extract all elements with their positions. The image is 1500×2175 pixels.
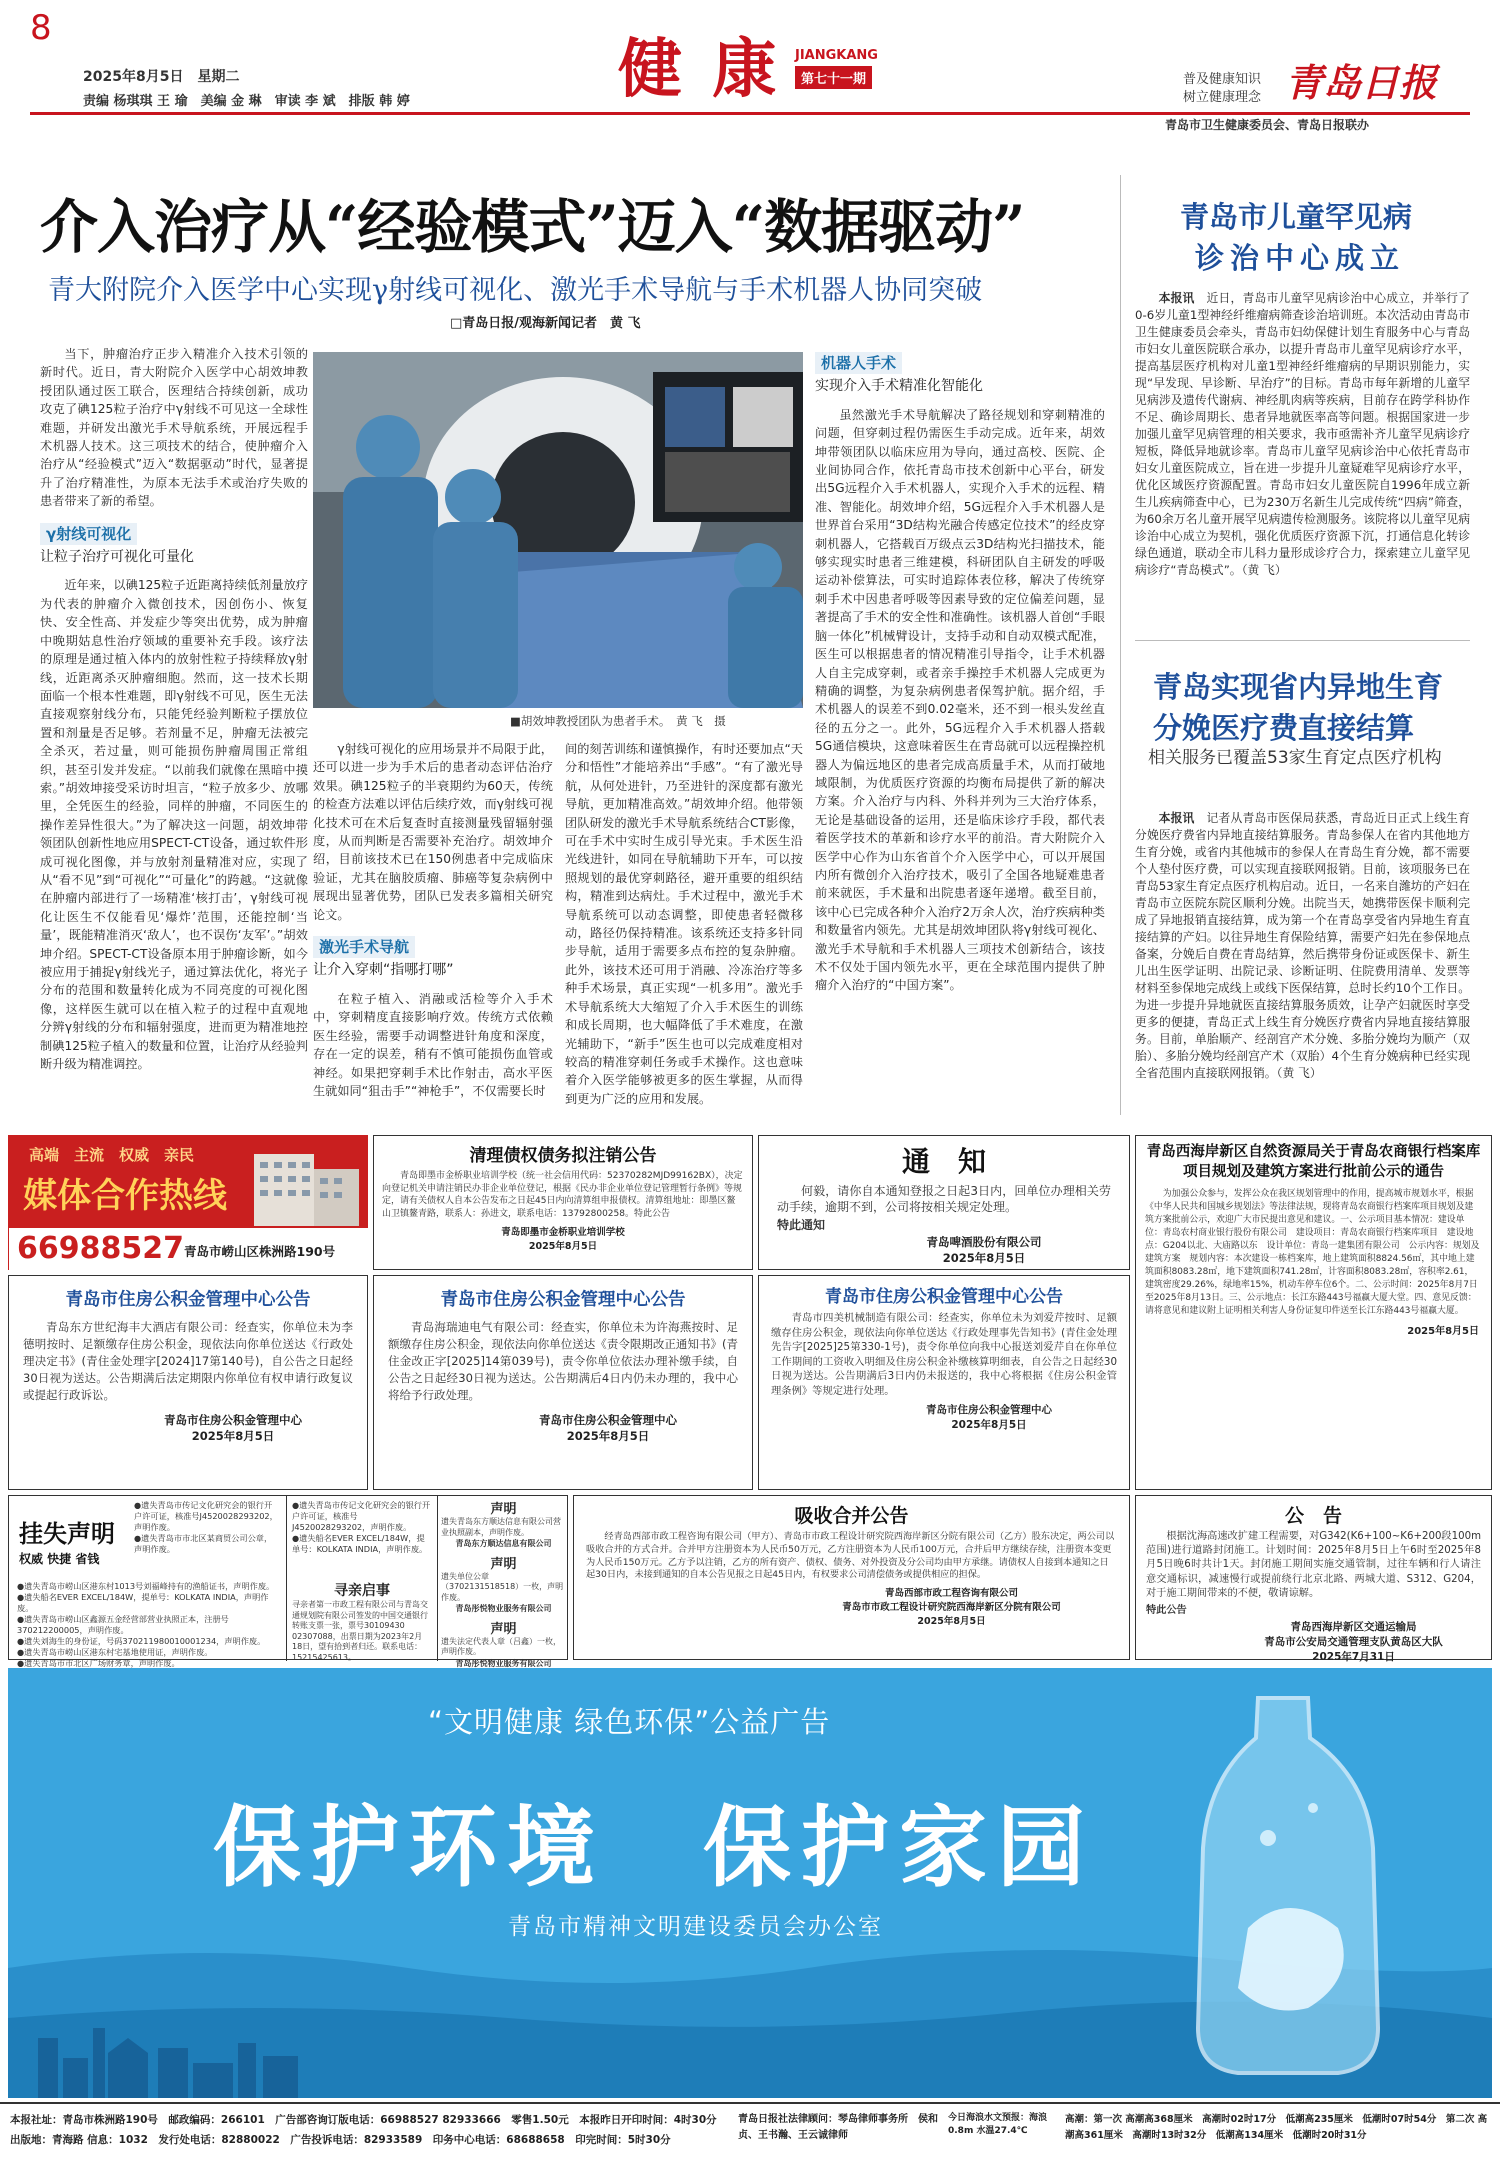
declaration-2-body: 遗失单位公章（3702131518518）一枚，声明作废。	[441, 1571, 564, 1602]
media-ad-bottom	[9, 1228, 369, 1271]
declaration-3-signer: 青岛彤悦物业服务有限公司	[455, 1658, 552, 1668]
lead-headline: 介入治疗从“经验模式”迈入“数据驱动”	[40, 193, 1025, 261]
section-gamma-desc: 让粒子治疗可视化可量化	[40, 549, 194, 566]
road-notice-body: 根据沈海高速改扩建工程需要，对G342(K6+100~K6+200段100m范围)进行道路封闭施工。计划时间：2025年8月5日上午6时至2025年8月5日晚6时共计1天。封闭施工期间实施交通管制，过往车辆和行人请注意交通标识，减速慢行或提前绕行北京北路、两城大道、S312、G204，对于施工期间带来的不便，敬请谅解。	[1146, 1531, 1481, 1599]
footer-line-1: 本报社址：青岛市株洲路190号 邮政编码：266101 广告部咨询订版电话：66988527 82933666 零售1.50元 本报昨日开印时间：4时30分	[10, 2114, 717, 2126]
road-closure-notice	[1135, 1495, 1492, 1663]
side1-headline-1: 青岛市儿童罕见病	[1180, 200, 1413, 234]
section-gamma-title	[40, 523, 137, 545]
merger-title: 吸收合并公告	[794, 1505, 909, 1527]
lost-item: ●遗失青岛市崂山区鑫源五金经营部营业执照正本，注册号370212200005，声明作废。	[17, 1614, 229, 1635]
lead-column-3	[565, 740, 803, 1115]
lead-photo	[313, 352, 803, 708]
lost-item: ●遗失青岛市市北区某商贸公司公章，声明作废。	[134, 1533, 273, 1554]
bottle-icon	[1138, 1688, 1438, 2078]
section-robot-title-text: 机器人手术	[821, 354, 897, 372]
lost-items-col3	[292, 1500, 432, 1580]
road-notice-closing: 特此公告	[1146, 1605, 1187, 1617]
hf2-signer: 青岛市住房公积金管理中心	[539, 1413, 677, 1427]
lost-item: ●遗失青岛市传记文化研究会的银行开户许可证，核准号J4520028293202，声明作废。	[134, 1500, 278, 1532]
issue-date: 2025年8月5日 星期二	[83, 69, 240, 85]
section-laser	[313, 936, 553, 980]
declaration-1-signer: 青岛东方顺达信息有限公司	[455, 1539, 552, 1548]
debt-notice-date: 2025年8月5日	[528, 1241, 598, 1252]
lost-item: ●遗失青岛市崂山区港东村1013号刘福峰持有的渔船证书，声明作废。	[17, 1581, 275, 1591]
search-kin-title: 寻亲启事	[334, 1583, 390, 1599]
merger-signer-2: 青岛市市政工程设计研究院西海岸新区分院有限公司	[842, 1602, 1061, 1614]
lead-column-4	[815, 352, 1105, 1115]
declaration-1-title: 声明	[490, 1502, 517, 1517]
side2-subhead: 相关服务已覆盖53家生育定点医疗机构	[1148, 748, 1442, 768]
media-hotline-ad	[8, 1135, 368, 1270]
footer	[0, 2102, 1500, 2175]
declaration-1-body: 遗失青岛东方顺达信息有限公司营业执照副本，声明作废。	[441, 1517, 561, 1537]
footer-line-4: 今日海浪水文预报：海浪0.8m 水温27.4℃	[948, 2113, 1048, 2136]
search-kin-body: 寻亲者第一市政工程有限公司与青岛交通规划院有限公司签发的中国交通银行转账支票一张，票号30109430 02307088，出票日期为2023年2月18日，望有拾到者归还。联系电话：15215425613。	[292, 1600, 428, 1662]
road-notice-date: 2025年7月31日	[1312, 1650, 1395, 1663]
media-ad-address: 青岛市崂山区株洲路190号	[184, 1244, 336, 1259]
media-ad-top-words: 高端 主流 权威 亲民	[29, 1146, 195, 1164]
lead-intro: 当下，肿瘤治疗正步入精准介入技术引领的新时代。近日，青大附院介入医学中心胡效坤教授团队通过医工联合，医理结合持续创新，成功攻克了碘125粒子治疗中γ射线不可见这一全球性难题，并研发出激光手术导航系统，开展远程手术机器人技术。这三项技术的结合，使肿瘤介入治疗从“经验模式”迈入“数据驱动”时代，显著提升了治疗精准性，为原本无法手术或治疗失败的患者带来了新的希望。	[40, 347, 308, 509]
housing-fund-notice-3	[758, 1275, 1130, 1490]
section-title: 健 康	[618, 32, 781, 107]
hf3-body: 青岛市四美机械制造有限公司：经查实，你单位未为刘爱芹按时、足额缴存住房公积金，现依法向你单位送达《行政处理事先告知书》(青住金处理先告字[2025]25第330-1号)，责令你单位向我中心报送刘爱芹自在你单位工作期间的工资收入明细及住房公积金补缴核算明细表，自公告之日起经30日视为送达。公告期满后3日内仍未报送的，我中心将根据《住房公积金管理条例》等规定进行处理。	[771, 1312, 1117, 1397]
hf2-date: 2025年8月5日	[566, 1429, 650, 1443]
housing-fund-notice-2	[373, 1275, 753, 1490]
side1-text: 近日，青岛市儿童罕见病诊治中心成立，并举行了0-6岁儿童1型神经纤维瘤病筛查诊治培训班。本次活动由青岛市卫生健康委员会牵头，青岛市妇幼保健计划生育服务中心与青岛市妇女儿童医院联合承办，以提升青岛市儿童罕见病诊疗水平，提高基层医疗机构对儿童1型神经纤维瘤病的早期识别能力，实现“早发现、早诊断、早治疗”的目标。青岛市每年新增的儿童罕见病涉及遗传代谢病、神经肌肉病等疾病，目前存在跨学科协作不足、确诊周期长、患者异地就医率高等问题。根据国家进一步加强儿童罕见病管理的相关要求，我市亟需补齐儿童罕见病诊疗短板，降低异地就诊率。青岛市儿童罕见病诊治中心依托青岛市妇女儿童医院成立，旨在进一步提升儿童疑难罕见病诊疗水平，优化区域医疗资源配置。青岛市妇女儿童医院自1996年成立新生儿疾病筛查中心，已为230万名新生儿完成传统“四病”筛查，为60余万名儿童开展罕见病遗传检测服务。该院将以儿童罕见病诊治中心成立为契机，强化优质医疗资源下沉，打通信息化转诊绿色通道，联动全市儿科力量形成诊疗合力，探索建立儿童罕见病诊疗“青岛模式”。	[1135, 291, 1470, 577]
hf2-title: 青岛市住房公积金管理中心公告	[440, 1290, 686, 1310]
lost-col-divider	[286, 1496, 287, 1661]
media-ad-building	[244, 1144, 362, 1226]
declaration-2-title: 声明	[490, 1556, 517, 1572]
section-laser-desc: 让介入穿刺“指哪打哪”	[313, 962, 454, 979]
lost-item: ●遗失青岛市崂山区港东村宅基地使用证，声明作废。	[17, 1647, 213, 1657]
side-separator	[1135, 640, 1470, 641]
banner-sign: 青岛市精神文明建设委员会办公室	[508, 1914, 883, 1940]
section-laser-title-text: 激光手术导航	[319, 938, 410, 957]
merger-date: 2025年8月5日	[917, 1616, 986, 1628]
sidebar-divider	[1120, 175, 1121, 1115]
slogan-1: 普及健康知识	[1183, 72, 1262, 87]
side2-body	[1135, 810, 1470, 1115]
issue-badge: 第七十一期	[795, 66, 872, 89]
side1-author: （黄 飞）	[1241, 563, 1287, 577]
lead-col2-body-2: 在粒子植入、消融或活检等介入手术中，穿刺精度直接影响疗效。传统方式依赖医生经验，需要手动调整进针角度和深度，存在一定的误差，稍有不慎可能损伤血管或神经。如果把穿刺手术比作射击，高水平医生就如同“狙击手”“神枪手”，不仅需要长时	[313, 991, 553, 1098]
employment-notice-date: 2025年8月5日	[942, 1250, 1026, 1265]
side2-headline-2: 分娩医疗费直接结算	[1153, 711, 1415, 745]
masthead-rule	[30, 112, 1470, 115]
banner-main: 保护环境 保护家园	[213, 1795, 1096, 1899]
footer-line-5: 高潮：第一次 高潮高368厘米 高潮时02时17分 低潮高235厘米 低潮时07时54分 第二次 高潮高361厘米 高潮时13时32分 低潮高134厘米 低潮时20时31分	[1065, 2114, 1488, 2141]
hf2-body: 青岛海瑞迪电气有限公司：经查实，你单位未为许海燕按时、足额缴存住房公积金，现依法向你单位送达《责令限期改正通知书》(青住金改正字[2025]14第039号)，责令你单位依法办理补缴手续，自公告之日起经30日视为送达。公告期满后4日内仍未办理的，我中心将给予行政处理。	[388, 1320, 738, 1402]
debt-notice-body: 青岛即墨市金桥职业培训学校（统一社会信用代码：52370282MJD99162BX），决定向登记机关申请注销民办非企业单位登记，根据《民办非企业单位登记管理暂行条例》等规定，请有关债权人自本公告发布之日起45日内向清算组申报债权。清算组地址：即墨区鳌山卫镇鳌青路，联系人：孙进文，联系电话：13792800258。特此公告	[382, 1171, 743, 1219]
lead-col4-body: 虽然激光手术导航解决了路径规划和穿刺精准的问题，但穿刺过程仍需医生手动完成。近年来，胡效坤带领团队以临床应用为导向，通过高校、医院、企业间协同合作，依托青岛市技术创新中心平台，研发出5G远程介入手术机器人，实现介入手术的远程、精准、智能化。胡效坤介绍，5G远程介入手术机器人是世界首台采用“3D结构光融合传感定位技术”的经皮穿刺机器人，它搭载百万级点云3D结构光扫描技术，能够实现实时患者三维建模，科研团队自主研发的呼吸运动补偿算法，可实时追踪体表位移，解决了传统穿刺手术中因患者呼吸等因素导致的定位偏差问题，显著提高了手术的安全性和准确性。该机器人首创“手眼脑一体化”机械臂设计，支持手动和自动双模式配准，医生可以根据患者的情况精准引导指令，让手术机器人自主完成穿刺，或者亲手操控手术机器人完成更为精确的调整，为复杂病例患者保驾护航。据介绍，手术机器人的误差不到0.02毫米，还不到一根头发丝直径的五分之一。此外，5G远程介入手术机器人搭载5G通信模块，这意味着医生在青岛就可以远程操控机器人为偏远地区的患者完成高质量手术，从而打破地域限制，为优质医疗资源的均衡布局提供了新的解决方案。介入治疗与内科、外科并列为三大治疗体系，无论是基础设备的运用，还是临床诊疗手段，都代表着医学技术的革新和诊疗水平的前沿。青大附院介入医学中心作为山东省首个介入医学中心，可以开展国内所有微创介入治疗技术，吸引了全国各地疑难患者前来就医，手术量和出院患者逐年递增。截至目前，该中心已完成各种介入治疗2万余人次，治疗疾病种类和数量省内领先。尤其是胡效坤团队将γ射线可视化、激光手术导航和手术机器人三项技术创新结合，该技术不仅处于国内领先水平，更在全球范围内提供了肿瘤介入治疗的“中国方案”。	[815, 407, 1105, 993]
public-service-banner	[8, 1668, 1492, 2098]
road-notice-title: 公 告	[1284, 1505, 1342, 1527]
xihai-notice-body: 为加强公众参与，发挥公众在我区规划管理中的作用，提高城市规划水平，根据《中华人民共和国城乡规划法》等法律法规，现将青岛农商银行档案库项目规划及建筑方案批前公示，欢迎广大市民提出意见和建议。一、公示项目基本情况：建设单位：青岛农村商业银行股份有限公司 建设项目：青岛农商银行档案库项目 建设地点：G204以北、大庙路以东 设计单位：青岛一建集团有限公司 公示内容：规划及建筑方案 规划内容：本次建设一栋档案库，地上建筑面积8824.56㎡，其中地上建筑面积8083.28㎡，地下建筑面积741.28㎡，计容面积8083.28㎡，容积率2.61，建筑密度29.26%，绿地率15%，机动车停车位6个。二、公示时间：2025年8月7日至2025年8月13日。三、公示地点：长江东路443号福赢大厦大堂。四、意见反馈：请将意见和建议附上证明相关利害人身份证复印件送至长江东路443号福赢大厦。	[1145, 1189, 1480, 1316]
section-gamma-title-text: γ射线可视化	[46, 524, 132, 543]
side2-author: （黄 飞）	[1276, 1066, 1322, 1080]
lead-col1-body: 近年来，以碘125粒子近距离持续低剂量放疗为代表的肿瘤介入微创技术，因创伤小、恢复快、安全性高、并发症少等突出优势，成为肿瘤中晚期姑息性治疗领域的重要补充手段。该疗法的原理是通过植入体内的放射性粒子持续释放γ射线，近距离杀灭肿瘤细胞。然而，这一技术长期面临一个根本性难题，即γ射线不可见，医生无法直接观察射线分布，只能凭经验判断粒子摆放位置和剂量是否足够。若剂量不足，肿瘤无法被完全杀灭，若过量，则可能损伤肿瘤周围正常组织，甚至引发并发症。“以前我们就像在黑暗中摸索。”胡效坤接受采访时坦言，“粒子放多少、放哪里，全凭医生的经验，同样的肿瘤，不同医生的操作差异性很大。”为了解决这一问题，胡效坤带领团队创新性地应用SPECT-CT设备，通过软件形成可视化图像，并与放射剂量精准对应，实现了从“看不见”到“可视化”“可量化”的跨越。“这就像在肿瘤内部进行了一场精准‘核打击’，γ射线可视化让医生不仅能看见‘爆炸’范围，还能控制‘当量’，既能精准消灭‘敌人’，也不误伤‘友军’。”胡效坤介绍。SPECT-CT设备原本用于肿瘤诊断，如今被应用于捕捉γ射线光子，通过算法优化，将光子分布的范围和数量转化成为不同亮度的可视化图像，这样医生就可以在植入粒子的过程中直观地分辨γ射线的分布和辐射强度，进而更为精准地控制碘125粒子植入的数量和位置，让治疗从经验判断升级为精准调控。	[40, 578, 308, 1072]
editors-line: 责编 杨琪琪 王 瑜 美编 金 琳 审读 李 斌 排版 韩 婷	[83, 94, 410, 109]
slogan-2: 树立健康理念	[1183, 90, 1262, 105]
debt-notice	[373, 1135, 753, 1270]
section-pinyin: JIANGKANG	[795, 48, 878, 63]
xihai-notice-title: 青岛西海岸新区自然资源局关于青岛农商银行档案库项目规划及建筑方案进行批前公示的通告	[1146, 1144, 1481, 1180]
lead-col2-body: γ射线可视化的应用场景并不局限于此，还可以进一步为手术后的患者动态评估治疗效果。碘125粒子的半衰期约为60天，传统的检查方法难以评估后续疗效，而γ射线可视化技术可在术后复查时直接测量残留辐射强度，从而判断是否需要补充治疗。胡效坤介绍，目前该技术已在150例患者中完成临床验证，尤其在脑胶质瘤、肺癌等复杂病例中展现出显著优势，团队已发表多篇相关研究论文。	[313, 742, 553, 922]
masthead	[0, 0, 1500, 135]
lost-items-col1	[17, 1581, 282, 1668]
lost-title: 挂失声明	[19, 1519, 115, 1548]
hf1-signer: 青岛市住房公积金管理中心	[164, 1413, 302, 1427]
lost-items-col2	[134, 1500, 279, 1580]
road-notice-signer-2: 青岛市公安局交通管理支队黄岛区大队	[1264, 1635, 1443, 1648]
newspaper-logo: 青岛日报	[1285, 60, 1438, 105]
debt-notice-signer: 青岛即墨市金桥职业培训学校	[501, 1227, 625, 1238]
hf1-body: 青岛东方世纪海丰大酒店有限公司：经查实，你单位未为李德明按时、足额缴存住房公积金，现依法向你单位送达《行政处理决定书》(青住金处理字[2024]17第140号)，自公告之日起经30日视为送达。公告期满后法定期限内你单位有权申请行政复议或提起行政诉讼。	[23, 1320, 353, 1402]
debt-notice-title: 清理债权债务拟注销公告	[469, 1146, 657, 1166]
lost-item: ●遗失船名EVER EXCEL/184W，提单号：KOLKATA INDIA，声明作废。	[17, 1592, 269, 1613]
hf3-date: 2025年8月5日	[951, 1419, 1027, 1431]
declaration-col	[441, 1498, 566, 1670]
lead-column-2	[313, 740, 553, 1115]
side2-text: 记者从青岛市医保局获悉，青岛近日正式上线生育分娩医疗费省内异地直接结算服务。青岛参保人在省内其他地方生育分娩，或省内其他城市的参保人在青岛生育分娩，都不需要个人垫付医疗费，可以实现直接联网报销。目前，该项服务已在青岛53家生育定点医疗机构启动。近日，一名来自潍坊的产妇在青岛市立医院东院区顺利分娩。出院当天，她携带医保卡顺利完成了异地报销直接结算，成为第一个在青岛享受省内异地生育直接结算的产妇。以往异地生育保险结算，需要产妇先在参保地点备案，分娩后自费在青岛结算，然后携带身份证或医保卡、新生儿出生医学证明、出院记录、诊断证明、住院费用清单、发票等材料至参保地完成线上或线下医保结算，总时长约10个工作日。为进一步提升异地就医直接结算服务质效，让孕产妇就医时享受更多的便捷，青岛正式上线生育分娩医疗费省内异地直接结算服务。目前，单胎顺产、经剖宫产术分娩、多胎分娩均为顺产（双胎）、多胎分娩均经剖宫产术（双胎）4个生育分娩病种已经实现全省范围内直接联网报销。	[1135, 811, 1470, 1080]
lead-subhead: 青大附院介入医学中心实现γ射线可视化、激光手术导航与手术机器人协同突破	[48, 275, 983, 306]
photo-caption: ■胡效坤教授团队为患者手术。 黄 飞 摄	[510, 714, 726, 728]
lost-item: ●遗失船名EVER EXCEL/184W，提单号：KOLKATA INDIA，声明作废。	[292, 1533, 428, 1554]
xihai-notice	[1135, 1135, 1492, 1490]
lost-item: ●遗失青岛市市北区广场财务章，声明作废。	[17, 1658, 180, 1668]
employment-notice-body: 何毅，请你自本通知登报之日起3日内，回单位办理相关劳动手续，逾期不到，公司将按相关规定处理。	[777, 1184, 1111, 1214]
hf1-title: 青岛市住房公积金管理中心公告	[65, 1290, 311, 1310]
employment-notice-title: 通 知	[901, 1145, 986, 1178]
side2-tag: 本报讯	[1158, 811, 1195, 825]
hf3-signer: 青岛市住房公积金管理中心	[926, 1404, 1052, 1416]
declaration-3-body: 遗失法定代表人章（吕鑫）一枚，声明作废。	[441, 1636, 561, 1656]
lead-col3-body: 间的刻苦训练和谨慎操作，有时还要加点“天分和悟性”才能培养出“手感”。“有了激光导航，从何处进针，乃至进针的深度都有激光导航，更加精准高效。”胡效坤介绍。他带领团队研发的激光手术导航系统结合CT影像，可在手术中实时生成引导光束。手术医生沿光线进针，如同在导航辅助下开车，可以按照规划的最优穿刺路径，避开重要的组织结构，精准到达病灶。手术过程中，激光手术导航系统可以动态调整，即使患者轻微移动，路径仍保持精准。该系统还支持多针同步导航，适用于需要多点布控的复杂肿瘤。此外，该技术还可用于消融、冷冻治疗等多种手术场景，真正实现“一机多用”。激光手术导航系统大大缩短了介入手术医生的训练和成长周期，也大幅降低了手术难度，在激光辅助下，“新手”医生也可以完成难度相对较高的精准穿刺任务或手术操作。这也意味着介入医学能够被更多的医生掌握，从而得到更为广泛的应用和发展。	[565, 742, 803, 1106]
employment-notice-signer: 青岛啤酒股份有限公司	[926, 1234, 1042, 1249]
side1-body	[1135, 290, 1470, 620]
section-robot-desc: 实现介入手术精准化智能化	[815, 378, 983, 395]
side2-headline-1: 青岛实现省内异地生育	[1153, 670, 1444, 704]
page-number: 8	[30, 8, 52, 48]
hf1-date: 2025年8月5日	[191, 1429, 275, 1443]
lead-byline: □青岛日报/观海新闻记者 黄 飞	[450, 316, 641, 331]
lead-column-1	[40, 345, 308, 1115]
media-ad-title: 媒体合作热线	[23, 1176, 227, 1216]
road-notice-signer-1: 青岛西海岸新区交通运输局	[1290, 1620, 1417, 1633]
search-kin	[292, 1580, 432, 1660]
employment-notice	[758, 1135, 1130, 1270]
side1-tag: 本报讯	[1158, 291, 1195, 305]
lost-col-divider-2	[437, 1496, 438, 1661]
lost-item: ●遗失青岛市传记文化研究会的银行开户许可证，核准号J4520028293202，声明作废。	[292, 1500, 431, 1532]
hf3-title: 青岛市住房公积金管理中心公告	[825, 1287, 1063, 1307]
footer-line-3: 青岛日报社法律顾问：琴岛律师事务所 侯和贞、王书瀚、王云诚律师	[738, 2114, 938, 2141]
surgery-scene-illustration	[313, 352, 803, 708]
side1-headline-2: 诊治中心成立	[1195, 241, 1406, 275]
section-robot	[815, 352, 1105, 396]
merger-notice	[573, 1495, 1130, 1660]
employment-notice-closing: 特此通知	[777, 1218, 826, 1232]
banner-top: “文明健康 绿色环保”公益广告	[428, 1705, 831, 1739]
declaration-2-signer: 青岛彤悦物业服务有限公司	[455, 1604, 552, 1613]
sponsor-line: 青岛市卫生健康委员会、青岛日报联办	[1165, 118, 1370, 132]
section-gamma	[40, 523, 308, 567]
lost-item: ●遗失刘海生的身份证，号码370211980010001234，声明作废。	[17, 1636, 266, 1646]
section-laser-title	[313, 936, 415, 958]
lost-notices	[8, 1495, 568, 1668]
building-icon	[244, 1144, 362, 1226]
section-robot-title	[815, 352, 902, 374]
merger-signer-1: 青岛西部市政工程咨询有限公司	[884, 1588, 1018, 1600]
lost-subtitle: 权威 快捷 省钱	[19, 1552, 100, 1566]
footer-line-2: 出版地：青海路 信息：1032 发行处电话：82880022 广告投诉电话：82933589 印务中心电话：68688658 印完时间：5时30分	[10, 2134, 671, 2146]
xihai-notice-date: 2025年8月5日	[1407, 1326, 1479, 1337]
merger-body: 经青岛西部市政工程咨询有限公司（甲方）、青岛市市政工程设计研究院西海岸新区分院有限公司（乙方）股东决定，两公司以吸收合并的方式合并。合并甲方注册资本为人民币50万元，乙方注册资本为人民币100万元，合并后甲方继续存续，注册资本变更为人民币150万元。乙方予以注销，乙方的所有资产、债权、债务、对外投资及分公司均由甲方承继。请债权人自接到本通知之日起30日内，未接到通知的自本公告见报之日起45日内，有权要求公司清偿债务或提供相应的担保。	[586, 1531, 1115, 1581]
media-ad-phone: 66988527	[17, 1231, 184, 1266]
declaration-3-title: 声明	[490, 1621, 517, 1637]
housing-fund-notice-1	[8, 1275, 368, 1490]
